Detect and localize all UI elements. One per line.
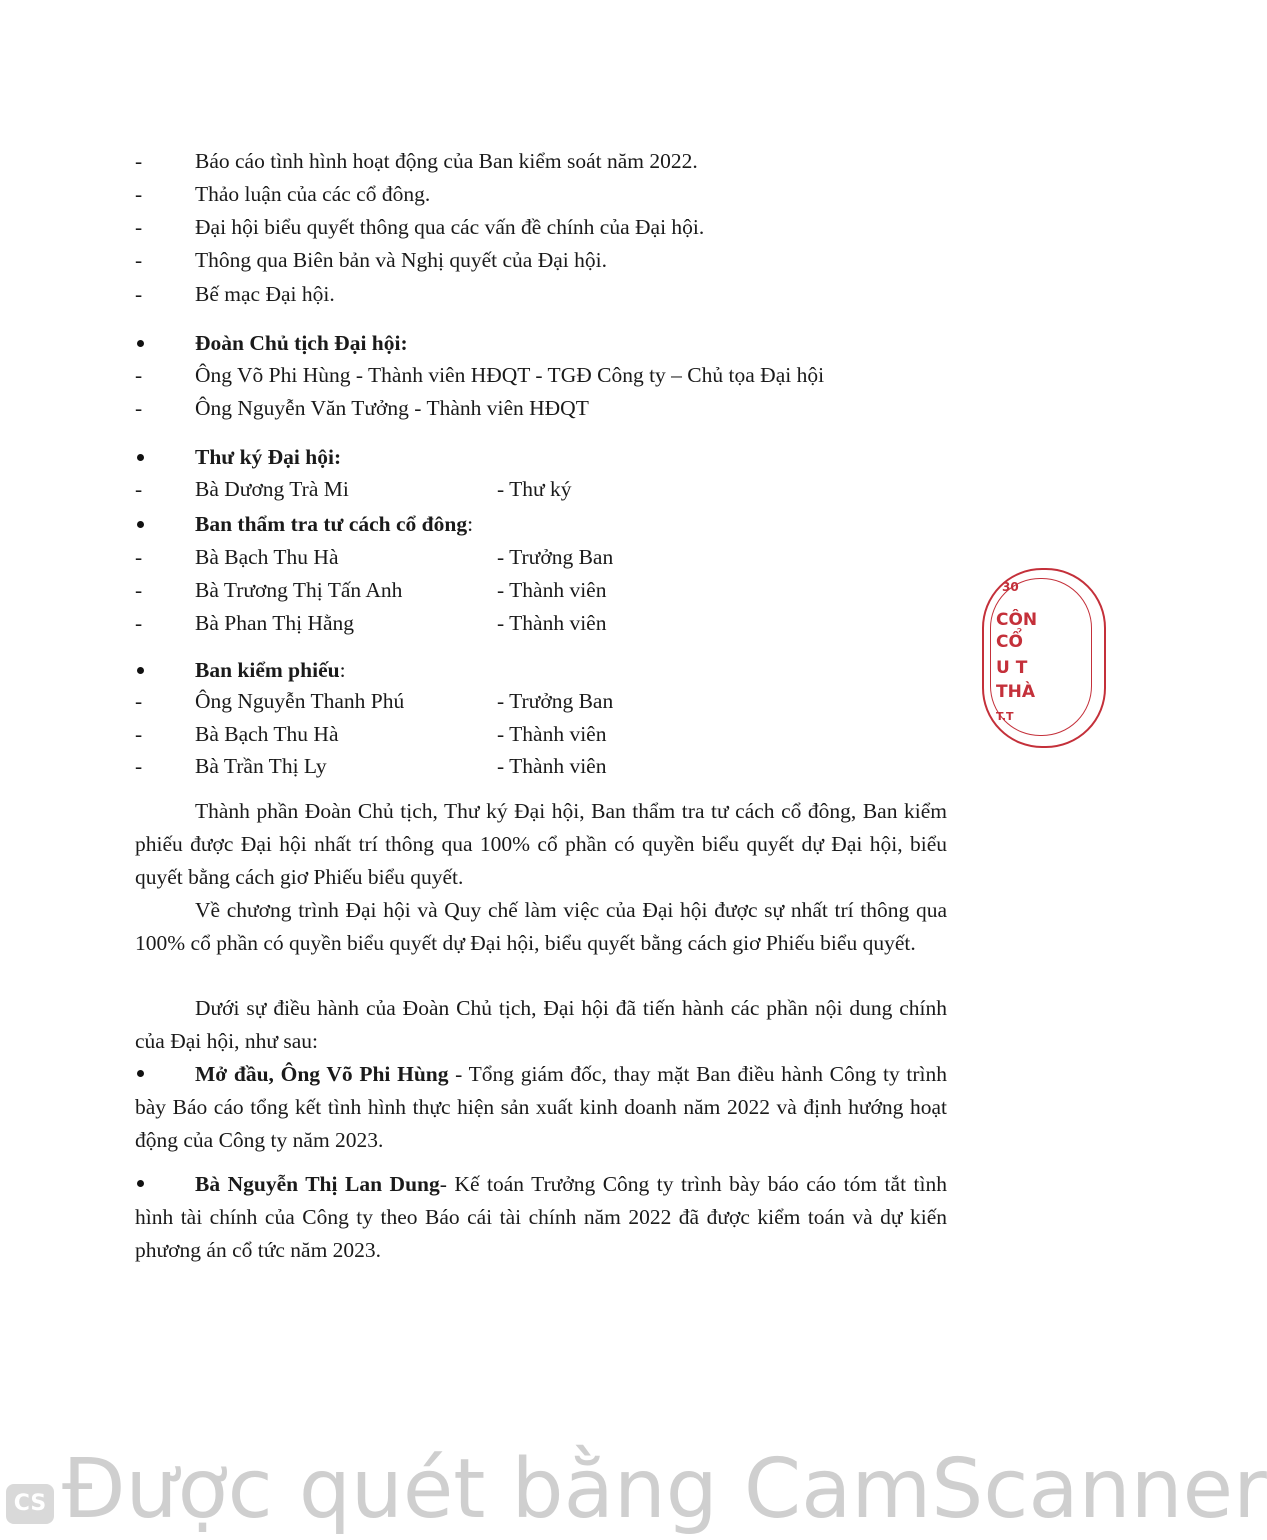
stamp-text: U T (996, 658, 1028, 678)
member-name: Bà Bạch Thu Hà (195, 545, 339, 569)
scanner-watermark: Được quét bằng CamScanner (62, 1442, 1267, 1537)
heading-colon: : (339, 658, 346, 682)
bullet-icon (137, 521, 144, 528)
dash-marker: - (135, 477, 143, 501)
dash-marker: - (135, 754, 143, 778)
member-role: - Trưởng Ban (497, 545, 614, 569)
dash-marker: - (135, 282, 143, 306)
bullet-icon (137, 1070, 144, 1077)
speaker-name: Bà Nguyễn Thị Lan Dung (195, 1172, 440, 1196)
body-paragraph: Thành phần Đoàn Chủ tịch, Thư ký Đại hội, Ban thẩm tra tư cách cổ đông, Ban kiểm phiếu được Đại hội nhất trí thông qua 100% cổ phần có quyền biểu quyết dự Đại hội, biểu quyết bằng cách giơ Phiếu biểu quyết. (135, 799, 947, 889)
member-name: Bà Phan Thị Hằng (195, 611, 355, 635)
member-role: - Thành viên (497, 754, 607, 778)
section-heading: Ban kiểm phiếu (195, 658, 340, 682)
heading-colon: : (467, 512, 474, 536)
member-name: Bà Trần Thị Ly (195, 754, 327, 778)
member-name: Bà Dương Trà Mi (195, 477, 349, 501)
member-role: - Thư ký (497, 477, 572, 501)
dash-marker: - (135, 396, 143, 420)
camscanner-logo-icon: CS (6, 1484, 54, 1524)
section-heading: Thư ký Đại hội: (195, 445, 342, 469)
member-name: Ông Nguyễn Thanh Phú (195, 689, 405, 713)
dash-marker: - (135, 363, 143, 387)
stamp-text: THÀ (996, 682, 1035, 702)
bullet-icon (137, 667, 144, 674)
stamp-text: T.T (996, 710, 1014, 723)
body-paragraph: Về chương trình Đại hội và Quy chế làm việc của Đại hội được sự nhất trí thông qua 100% cổ phần có quyền biểu quyết dự Đại hội, biểu quyết bằng cách giơ Phiếu biểu quyết. (135, 898, 947, 955)
section-heading: Đoàn Chủ tịch Đại hội: (195, 331, 408, 355)
dash-marker: - (135, 578, 143, 602)
proceeding-text: - Kế toán Trưởng Công ty trình bày báo cáo tóm tắt tình hình tài chính của Công ty theo Báo cái tài chính năm 2022 đã được kiểm toán và dự kiến phương án cổ tức năm 2023. (135, 1172, 948, 1262)
agenda-item-text: Thảo luận của các cổ đông. (195, 182, 431, 206)
bullet-icon (137, 1180, 144, 1187)
stamp-text: CỔ (996, 632, 1023, 652)
member-role: - Thành viên (497, 722, 607, 746)
member-role: - Thành viên (497, 578, 607, 602)
dash-marker: - (135, 689, 143, 713)
stamp-text: 30 (1002, 580, 1019, 594)
member-role: - Trưởng Ban (497, 689, 614, 713)
dash-marker: - (135, 722, 143, 746)
member-role: - Thành viên (497, 611, 607, 635)
bullet-icon (137, 340, 144, 347)
speaker-name: Mở đầu, Ông Võ Phi Hùng (195, 1062, 449, 1086)
proceeding-item (135, 1168, 947, 1267)
dash-marker: - (135, 182, 143, 206)
dash-marker: - (135, 215, 143, 239)
company-stamp (982, 568, 1106, 748)
dash-marker: - (135, 248, 143, 272)
dash-marker: - (135, 545, 143, 569)
dash-marker: - (135, 149, 143, 173)
proceeding-item (135, 1058, 947, 1157)
agenda-item-text: Thông qua Biên bản và Nghị quyết của Đại hội. (195, 248, 607, 272)
bullet-icon (137, 454, 144, 461)
agenda-item-text: Bế mạc Đại hội. (195, 282, 335, 306)
section-heading: Ban thẩm tra tư cách cổ đông (195, 512, 468, 536)
stamp-text: CÔN (996, 610, 1038, 630)
body-paragraph: Dưới sự điều hành của Đoàn Chủ tịch, Đại hội đã tiến hành các phần nội dung chính của Đại hội, như sau: (135, 996, 947, 1053)
dash-marker: - (135, 611, 143, 635)
member-name: Bà Trương Thị Tấn Anh (195, 578, 403, 602)
proceeding-text: - Tổng giám đốc, thay mặt Ban điều hành Công ty trình bày Báo cáo tổng kết tình hình thực hiện sản xuất kinh doanh năm 2022 và định hướng hoạt động của Công ty năm 2023. (135, 1062, 947, 1152)
member-name: Bà Bạch Thu Hà (195, 722, 339, 746)
agenda-item-text: Đại hội biểu quyết thông qua các vấn đề chính của Đại hội. (195, 215, 705, 239)
agenda-item-text: Báo cáo tình hình hoạt động của Ban kiểm soát năm 2022. (195, 149, 698, 173)
member-text: Ông Nguyễn Văn Tưởng - Thành viên HĐQT (195, 396, 589, 420)
member-text: Ông Võ Phi Hùng - Thành viên HĐQT - TGĐ Công ty – Chủ tọa Đại hội (195, 363, 825, 387)
